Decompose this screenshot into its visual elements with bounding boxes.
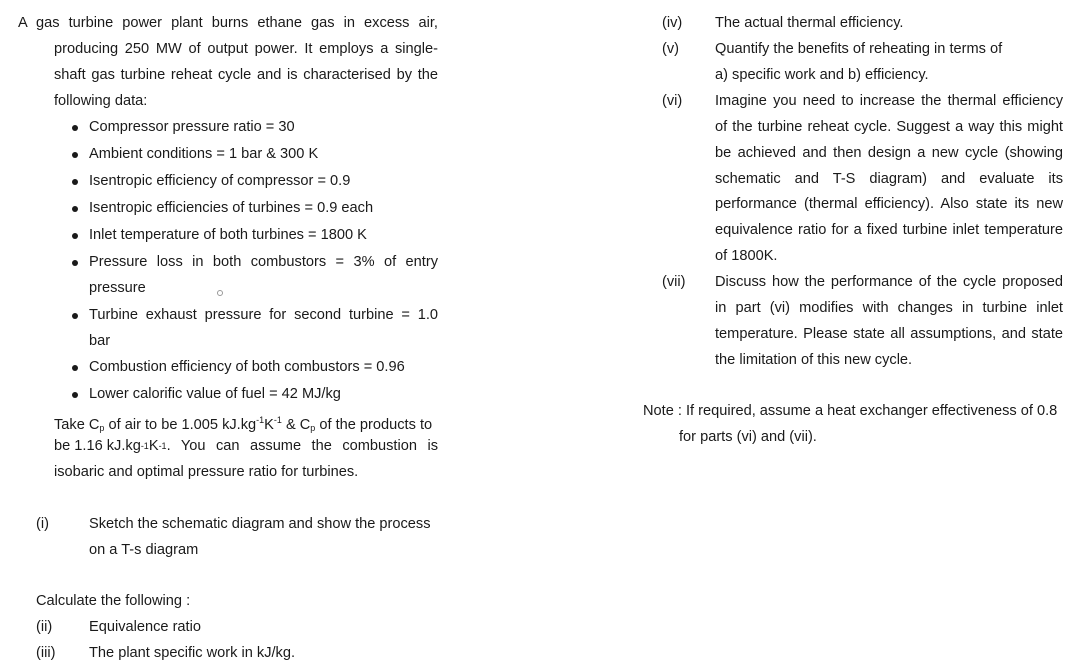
question-number: (iii) — [36, 645, 56, 661]
question-6-line: equivalence ratio for a fixed turbine inlet temperature — [715, 222, 1063, 238]
note-line-1: Note : If required, assume a heat exchanger effectiveness of 0.8 — [643, 403, 1058, 419]
bullet-marker — [72, 125, 78, 131]
data-item-continued: pressure — [89, 280, 146, 296]
question-2-text: Equivalence ratio — [89, 619, 201, 635]
intro-line-3: shaft gas turbine reheat cycle and is characterised by the — [54, 67, 438, 83]
question-number: (ii) — [36, 619, 53, 635]
question-number: (v) — [662, 41, 680, 57]
specific-heat-line-3: isobaric and optimal pressure ratio for turbines. — [54, 464, 359, 480]
data-item: Turbine exhaust pressure for second turbine = 1.0 — [89, 307, 438, 323]
bullet-marker — [72, 365, 78, 371]
question-4-text: The actual thermal efficiency. — [715, 15, 904, 31]
question-1-line-2: on a T-s diagram — [89, 542, 199, 558]
bullet-marker — [72, 206, 78, 212]
bullet-marker — [72, 392, 78, 398]
intro-line-4: following data: — [54, 93, 148, 109]
data-item: Isentropic efficiencies of turbines = 0.9 each — [89, 200, 374, 216]
data-item: Ambient conditions = 1 bar & 300 K — [89, 146, 319, 162]
question-7-line: Discuss how the performance of the cycle proposed — [715, 274, 1063, 290]
data-item: Pressure loss in both combustors = 3% of entry — [89, 254, 438, 270]
note-line-2: for parts (vi) and (vii). — [679, 429, 817, 445]
question-6-line: be achieved and then design a new cycle (showing — [715, 145, 1063, 161]
intro-line-2: producing 250 MW of output power. It employs a single- — [54, 41, 438, 57]
bullet-marker — [72, 260, 78, 266]
question-7-line: temperature. Please state all assumptions, and state — [715, 326, 1063, 342]
intro-line-1: A gas turbine power plant burns ethane gas in excess air, — [18, 15, 438, 31]
data-item: Compressor pressure ratio = 30 — [89, 119, 295, 135]
question-6-line: performance (thermal efficiency). Also state its new — [715, 196, 1063, 212]
question-1-line-1: Sketch the schematic diagram and show the process — [89, 516, 431, 532]
question-6-line: of 1800K. — [715, 248, 778, 264]
data-item: Combustion efficiency of both combustors = 0.96 — [89, 359, 405, 375]
stray-mark — [217, 290, 223, 296]
calculate-heading: Calculate the following : — [36, 593, 191, 609]
data-item-continued: bar — [89, 333, 111, 349]
bullet-marker — [72, 152, 78, 158]
question-3-text: The plant specific work in kJ/kg. — [89, 645, 296, 661]
data-item: Isentropic efficiency of compressor = 0.9 — [89, 173, 351, 189]
question-5-line-2: a) specific work and b) efficiency. — [715, 67, 929, 83]
bullet-marker — [72, 233, 78, 239]
bullet-marker — [72, 313, 78, 319]
data-item: Lower calorific value of fuel = 42 MJ/kg — [89, 386, 341, 402]
question-6-line: of the turbine reheat cycle. Suggest a way this might — [715, 119, 1063, 135]
question-5-line-1: Quantify the benefits of reheating in terms of — [715, 41, 1003, 57]
specific-heat-line-2: be 1.16 kJ.kg -1 K -1 . You can assume the combustion is — [54, 438, 438, 454]
question-number: (vii) — [662, 274, 686, 290]
question-number: (i) — [36, 516, 49, 532]
question-number: (iv) — [662, 15, 683, 31]
question-6-line: schematic and T-S diagram) and evaluate its — [715, 171, 1063, 187]
question-7-line: in part (vi) modifies with changes in turbine inlet — [715, 300, 1063, 316]
question-7-line: the limitation of this new cycle. — [715, 352, 913, 368]
question-number: (vi) — [662, 93, 683, 109]
bullet-marker — [72, 179, 78, 185]
question-6-line: Imagine you need to increase the thermal efficiency — [715, 93, 1063, 109]
data-item: Inlet temperature of both turbines = 1800 K — [89, 227, 367, 243]
specific-heat-line-1: Take $C_p$ of air to be 1.005 $kJ.kg^{-1}K^{-1}$ & $C_p$ of the products to — [54, 415, 433, 433]
